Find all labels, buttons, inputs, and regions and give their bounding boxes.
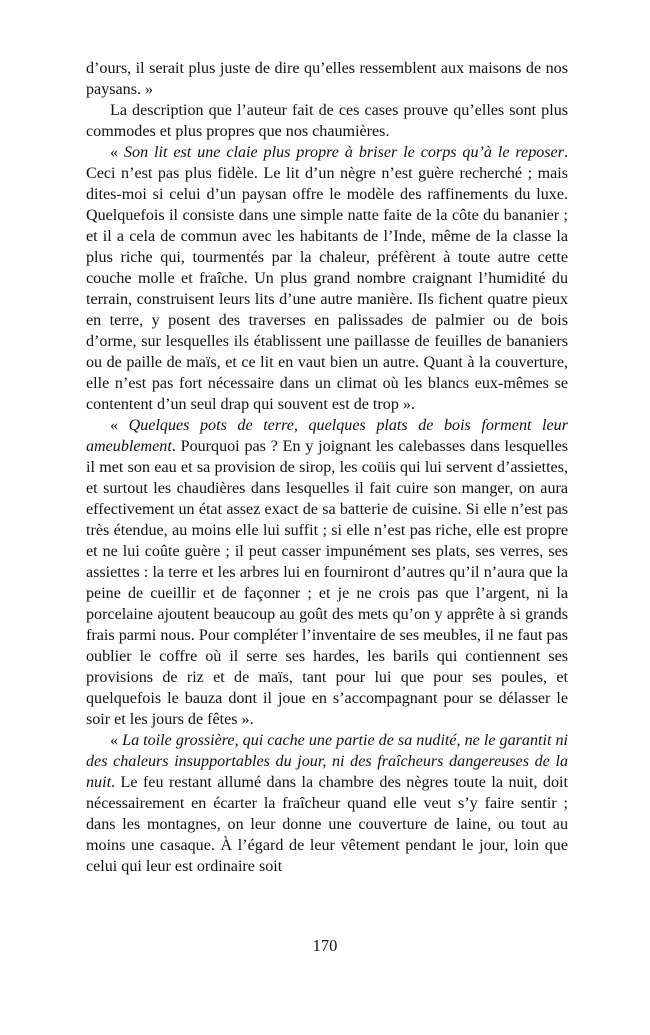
- paragraph: [86, 415, 568, 730]
- page-number: 170: [312, 936, 338, 955]
- text-segment: «: [110, 732, 123, 749]
- quoted-text-italic: Son lit est une claie plus propre à briser le corps qu’à le reposer: [123, 144, 564, 161]
- text-segment: . Le feu restant allumé dans la chambre des nègres toute la nuit, doit nécessairement en écarter la fraîcheur quand elle veut s’y faire sentir ; dans les montagnes, on leur donne une couverture de laine, ou tout au moins une casaque. À l’égard de leur vêtement pendant le jour, loin que celui qui leur est ordinaire soit: [86, 774, 568, 875]
- text-segment: . Ceci n’est pas plus fidèle. Le lit d’un nègre n’est guère recherché ; mais dites-moi si celui d’un paysan offre le modèle des raffinements du luxe. Quelquefois il consiste dans une simple natte faite de la côte du bananier ; et il a cela de commun avec les habitants de l’Inde, même de la classe la plus riche qui, tourmentés par la chaleur, préfèrent à toute autre cette couche molle et fraîche. Un plus grand nombre craignant l’humidité du terrain, construisent leurs lits d’une autre manière. Ils fichent quatre pieux en terre, y posent des traverses en palissades de palmier ou de bois d’orme, sur lesquelles ils établissent une paillasse de feuilles de bananiers ou de paille de maïs, et ce lit en vaut bien un autre. Quant à la couverture, elle n’est pas fort nécessaire dans un climat où les blancs eux-mêmes se contentent d’un seul drap qui souvent est de trop ».: [86, 144, 568, 413]
- text-segment: d’ours, il serait plus juste de dire qu’elles ressemblent aux maisons de nos paysans. »: [86, 60, 568, 98]
- text-segment: La description que l’auteur fait de ces cases prouve qu’elles sont plus commodes et plus propres que nos chaumières.: [86, 102, 568, 140]
- quoted-text-italic: La toile grossière, qui cache une partie de sa nudité, ne le garantit ni des chaleurs insupportables du jour, ni des fraîcheurs dangereuses de la nuit: [86, 732, 568, 791]
- page-body: [86, 58, 568, 877]
- text-segment: «: [110, 417, 129, 434]
- quoted-text-italic: Quelques pots de terre, quelques plats de bois forment leur ameublement: [86, 417, 568, 455]
- paragraph: [86, 142, 568, 415]
- paragraph: [86, 100, 568, 142]
- text-segment: . Pourquoi pas ? En y joignant les calebasses dans lesquelles il met son eau et sa provision de sirop, les coüis qui lui servent d’assiettes, et surtout les chaudières dans lesquelles il fait cuire son manger, on aura effectivement un état assez exact de sa batterie de cuisine. Si elle n’est pas très étendue, au moins elle lui suffit ; si elle n’est pas riche, elle est propre et ne lui coûte guère ; il peut casser impunément ses plats, ses verres, ses assiettes : la terre et les arbres lui en fourniront d’autres qu’il n’aura que la peine de cueillir et de façonner ; et je ne crois pas que l’argent, ni la porcelaine ajoutent beaucoup au goût des mets qu’on y apprête à si grands frais parmi nous. Pour compléter l’inventaire de ses meubles, il ne faut pas oublier le coffre où il serre ses hardes, les barils qui contiennent ses provisions de riz et de maïs, tant pour lui que pour ses poules, et quelquefois le bauza dont il joue en s’accompagnant pour se délasser le soir et les jours de fêtes ».: [86, 438, 568, 728]
- paragraph: [86, 58, 568, 100]
- paragraph: [86, 730, 568, 877]
- text-segment: «: [110, 144, 124, 161]
